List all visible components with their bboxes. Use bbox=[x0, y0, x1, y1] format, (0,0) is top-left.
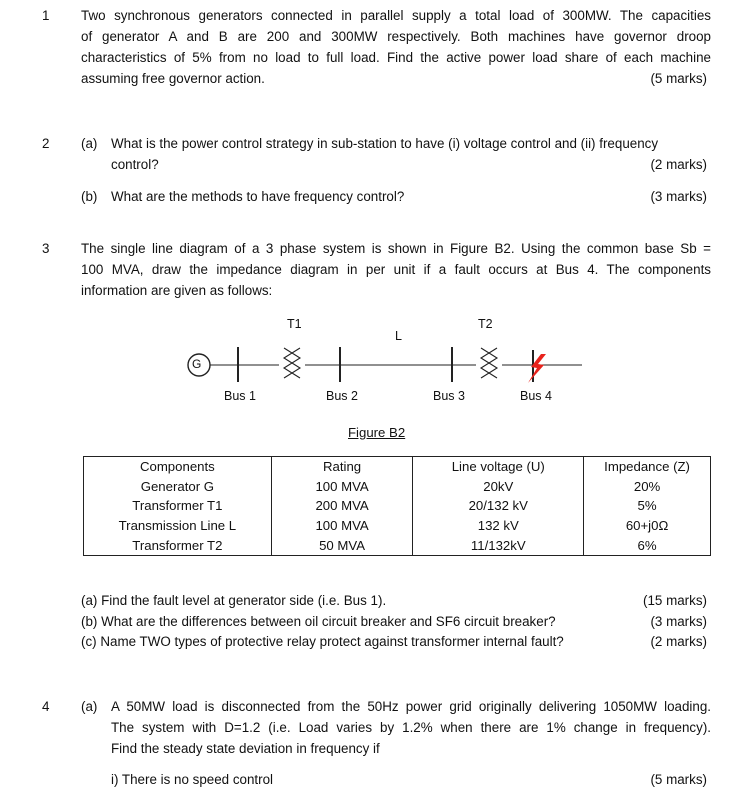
table-cell: Generator G bbox=[84, 477, 272, 497]
question-4a-label: (a) bbox=[81, 699, 98, 714]
line-label: L bbox=[395, 329, 402, 343]
table-header-row bbox=[84, 457, 711, 477]
generator-label: G bbox=[192, 357, 202, 371]
table-cell: 20% bbox=[584, 477, 711, 497]
t1-label: T1 bbox=[287, 317, 302, 331]
question-3a-text: (a) Find the fault level at generator side (i.e. Bus 1). bbox=[81, 593, 387, 608]
question-2b-marks: (3 marks) bbox=[650, 189, 707, 204]
table-cell: 20kV bbox=[413, 477, 584, 497]
question-3b-text: (b) What are the differences between oil circuit breaker and SF6 circuit breaker? bbox=[81, 614, 556, 629]
question-2b-line-1: What are the methods to have frequency control? bbox=[111, 189, 405, 204]
question-2a-marks: (2 marks) bbox=[650, 157, 707, 172]
table-cell: 11/132kV bbox=[413, 535, 584, 555]
table-cell: 20/132 kV bbox=[413, 496, 584, 516]
question-3-number: 3 bbox=[42, 241, 50, 256]
bus-2-label: Bus 2 bbox=[326, 389, 358, 403]
table-header: Rating bbox=[271, 457, 413, 477]
question-3-line-2: 100 MVA, draw the impedance diagram in per unit if a fault occurs at Bus 4. The components bbox=[81, 262, 711, 277]
table-cell: 100 MVA bbox=[271, 516, 413, 536]
question-1-line-3: characteristics of 5% from no load to full load. Find the active power load share of each machine bbox=[81, 50, 711, 65]
question-1-number: 1 bbox=[42, 8, 50, 23]
fault-lightning-icon bbox=[528, 354, 546, 383]
question-4a-line-1: A 50MW load is disconnected from the 50Hz power grid originally delivering 1050MW loading. bbox=[111, 699, 711, 714]
table-cell: 6% bbox=[584, 535, 711, 555]
table-cell: Transmission Line L bbox=[84, 516, 272, 536]
question-1-marks: (5 marks) bbox=[650, 71, 707, 86]
transformer-t2-symbol bbox=[476, 345, 502, 383]
question-2-number: 2 bbox=[42, 136, 50, 151]
question-4a-i-text: i) There is no speed control bbox=[111, 772, 274, 787]
question-1-line-2: of generator A and B are 200 and 300MW respectively. Both machines have governor droop bbox=[81, 29, 711, 44]
question-2b-label: (b) bbox=[81, 189, 98, 204]
table-cell: Transformer T1 bbox=[84, 496, 272, 516]
table-cell: 60+j0Ω bbox=[584, 516, 711, 536]
question-4a-line-2: The system with D=1.2 (i.e. Load varies by 1.2% when there are 1% change in frequency). bbox=[111, 720, 711, 735]
table-cell: 132 kV bbox=[413, 516, 584, 536]
question-2a-line-1: What is the power control strategy in sub-station to have (i) voltage control and (ii) frequency bbox=[111, 136, 659, 151]
table-cell: 100 MVA bbox=[271, 477, 413, 497]
table-header: Impedance (Z) bbox=[584, 457, 711, 477]
question-3c-text: (c) Name TWO types of protective relay protect against transformer internal fault? bbox=[81, 634, 564, 649]
table-header: Components bbox=[84, 457, 272, 477]
components-table bbox=[83, 456, 711, 556]
question-3-line-3: information are given as follows: bbox=[81, 283, 273, 298]
table-cell: 5% bbox=[584, 496, 711, 516]
bus-1-label: Bus 1 bbox=[224, 389, 256, 403]
question-4a-line-3: Find the steady state deviation in frequency if bbox=[111, 741, 380, 756]
question-3a-marks: (15 marks) bbox=[643, 593, 707, 608]
question-3c-marks: (2 marks) bbox=[650, 634, 707, 649]
question-2a-line-2: control? bbox=[111, 157, 159, 172]
question-4a-i-marks: (5 marks) bbox=[650, 772, 707, 787]
question-4-number: 4 bbox=[42, 699, 50, 714]
question-3b-marks: (3 marks) bbox=[650, 614, 707, 629]
bus-3-label: Bus 3 bbox=[433, 389, 465, 403]
table-header: Line voltage (U) bbox=[413, 457, 584, 477]
t2-label: T2 bbox=[478, 317, 493, 331]
table-cell: 200 MVA bbox=[271, 496, 413, 516]
question-1-line-1: Two synchronous generators connected in parallel supply a total load of 300MW. The capacities bbox=[81, 8, 711, 23]
table-cell: Transformer T2 bbox=[84, 535, 272, 555]
table-row bbox=[84, 516, 711, 536]
transformer-t1-symbol bbox=[279, 345, 305, 383]
question-2a-label: (a) bbox=[81, 136, 98, 151]
table-cell: 50 MVA bbox=[271, 535, 413, 555]
table-row bbox=[84, 496, 711, 516]
table-row bbox=[84, 535, 711, 555]
bus-4-label: Bus 4 bbox=[520, 389, 552, 403]
question-3-line-1: The single line diagram of a 3 phase system is shown in Figure B2. Using the common base Sb = bbox=[81, 241, 711, 256]
figure-caption: Figure B2 bbox=[348, 425, 406, 440]
table-row bbox=[84, 477, 711, 497]
question-1-line-4: assuming free governor action. bbox=[81, 71, 265, 86]
